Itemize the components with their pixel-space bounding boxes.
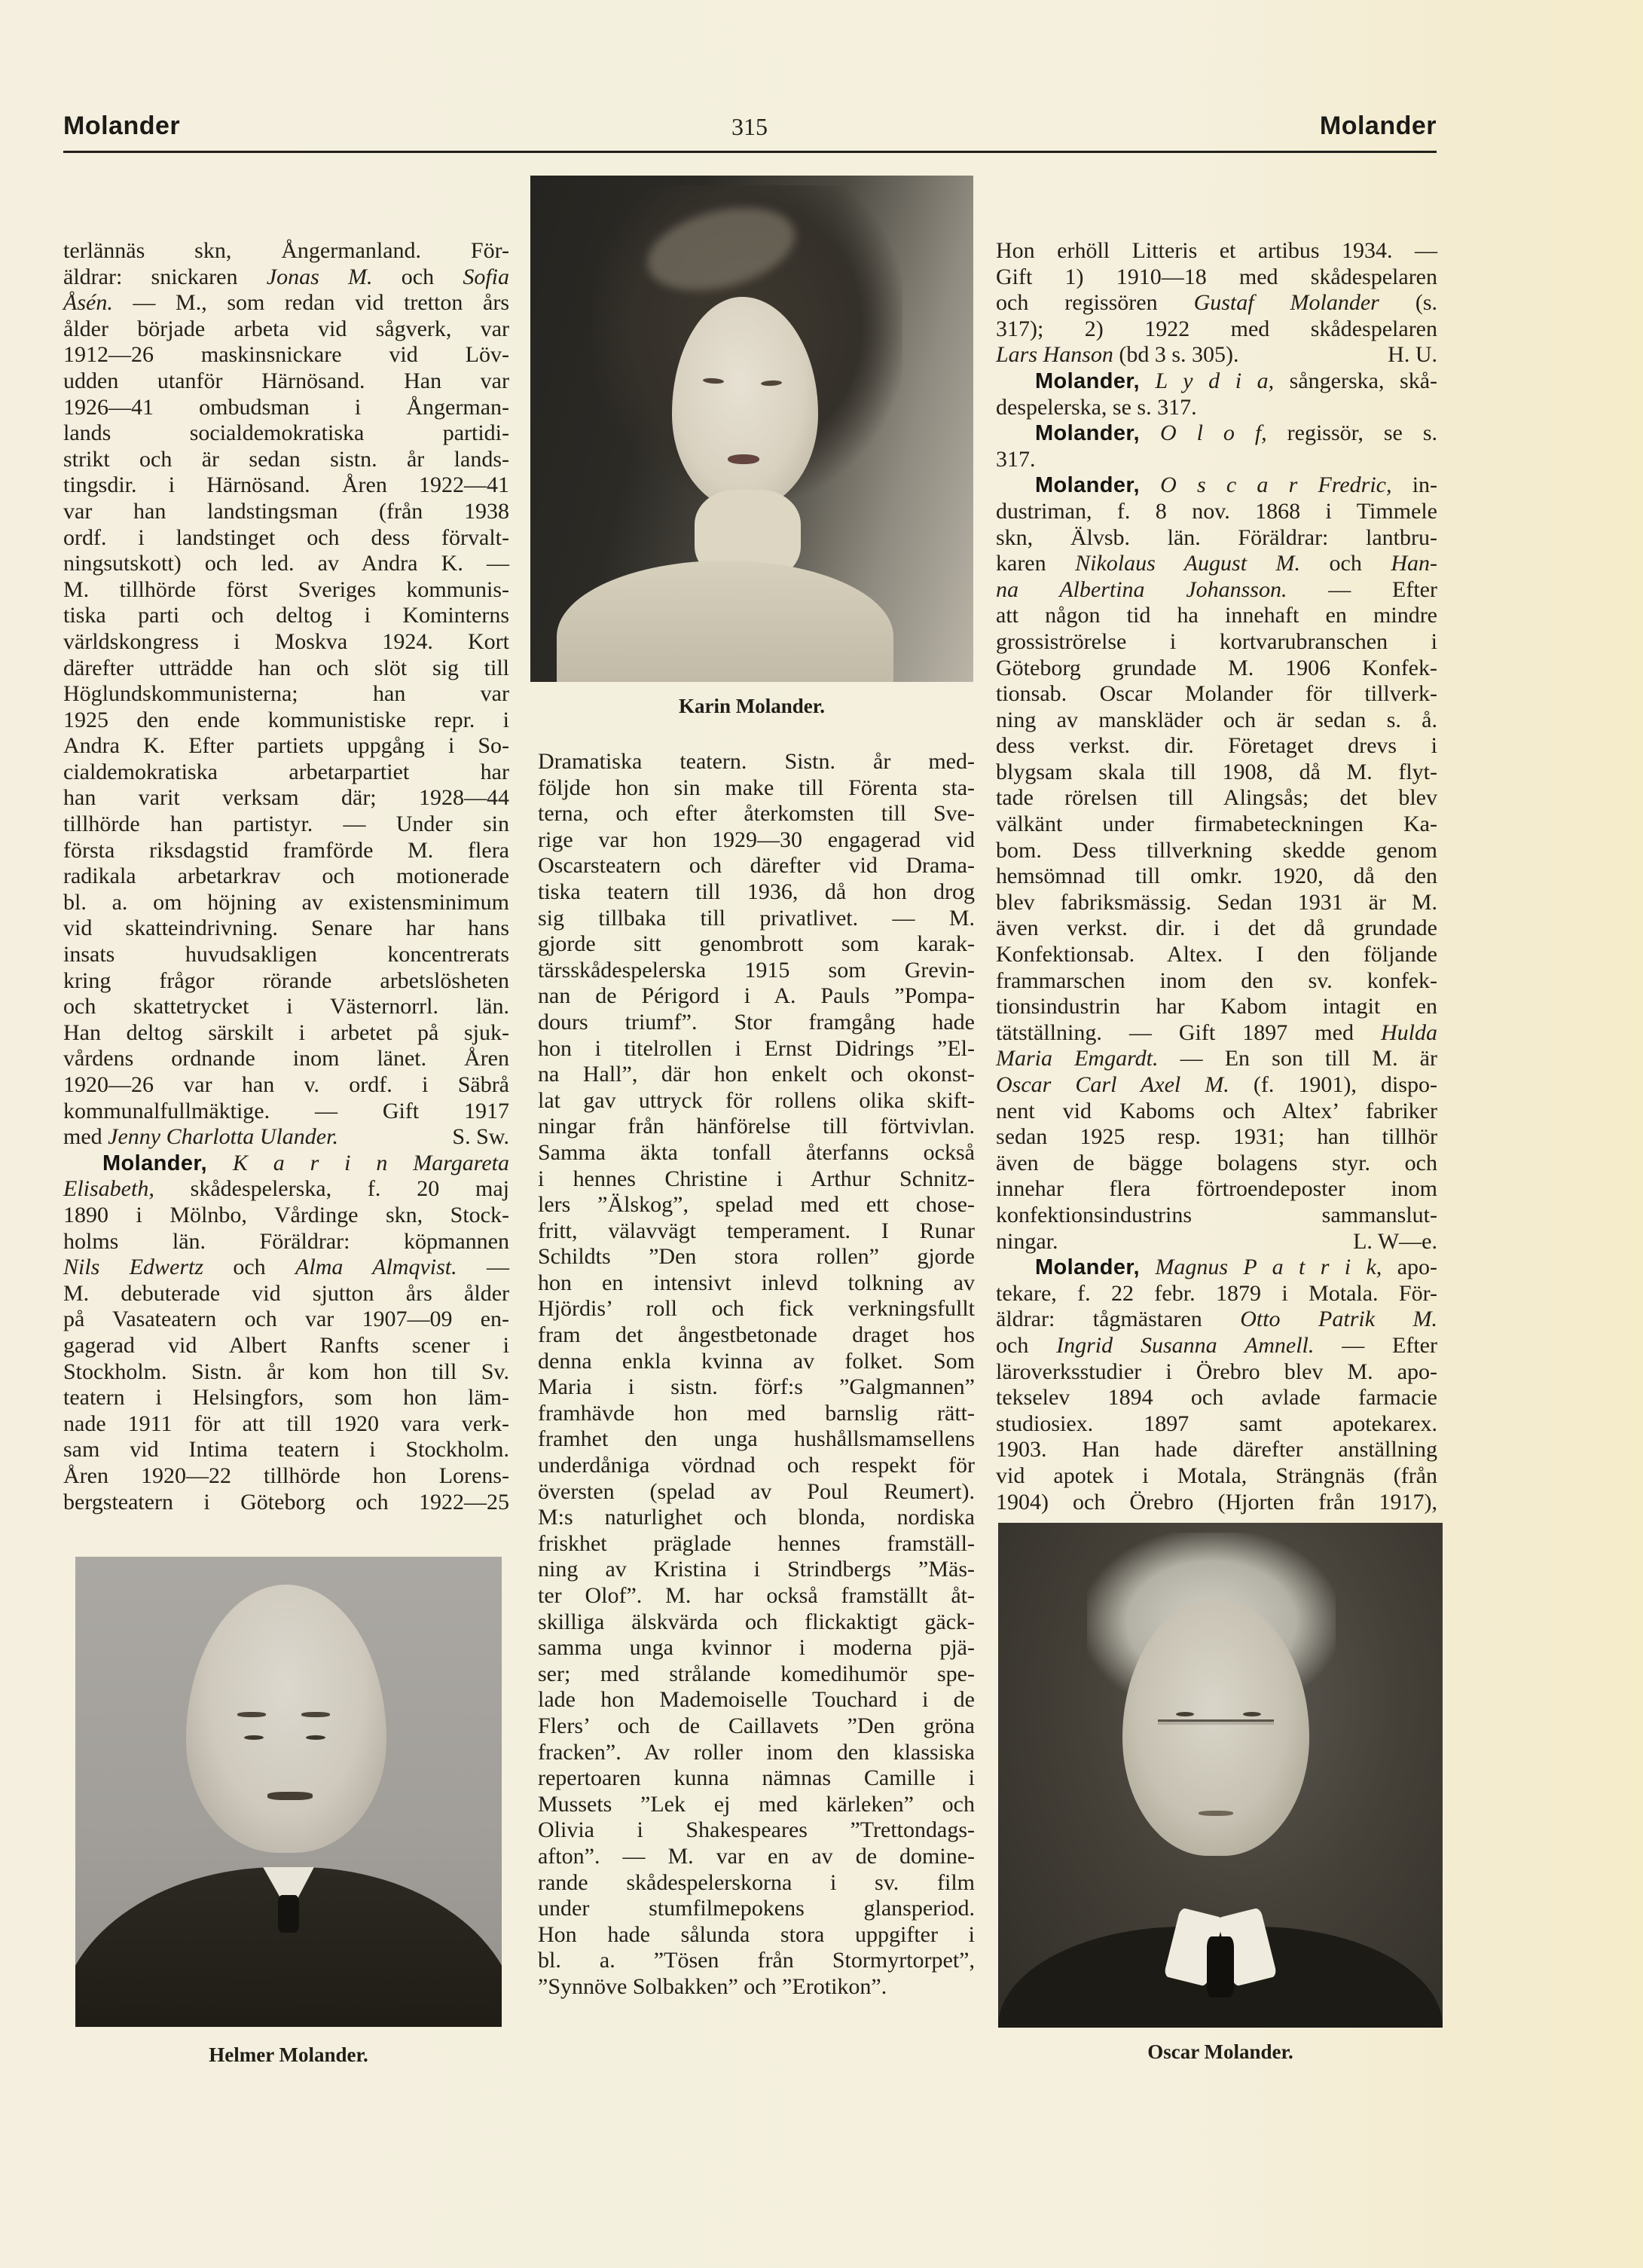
portrait-head-shape: [186, 1585, 386, 1853]
text-line: Molander, L y d i a, sångerska, skå-: [1035, 368, 1438, 393]
text-line: var han landstingsman (från 1938: [63, 498, 509, 524]
italic-name: Jonas M.: [266, 264, 373, 289]
text-line: ning av manskläder och är sedan s. å.: [996, 707, 1437, 732]
text-line: sedan 1925 resp. 1931; han tillhör: [996, 1124, 1437, 1150]
text-line: nan de Périgord i A. Pauls ”Pompa-: [538, 983, 975, 1009]
text-line: Maria Emgardt. — En son till M. är: [996, 1046, 1437, 1071]
italic-name: Magnus P a t r i k,: [1155, 1255, 1382, 1280]
text-line: framhävde hon med barnslig rätt-: [538, 1400, 975, 1426]
text-line: [63, 1151, 509, 1177]
text-line: 317); 2) 1922 med skådespelaren: [996, 316, 1437, 341]
line-text: Lars Hanson (bd 3 s. 305).: [996, 342, 1239, 368]
text-line: vid skatteindrivning. Senare har hans: [63, 915, 509, 941]
text-line: även verkst. dir. i det då grundade: [996, 915, 1437, 941]
text-line: 1903. Han hade därefter anställning: [996, 1437, 1437, 1463]
portrait-brow-shape: [301, 1712, 330, 1717]
text-line: därefter utträdde han och slöt sig till: [63, 655, 509, 680]
text-line: äldrar: snickaren Jonas M. och Sofia: [63, 264, 509, 289]
text-line: Han deltog särskilt i arbetet på sjuk-: [63, 1019, 509, 1045]
text-line: och Ingrid Susanna Amnell. — Efter: [996, 1332, 1437, 1358]
italic-name: K a r i n Margareta: [232, 1150, 509, 1175]
portrait-brow-shape: [237, 1712, 266, 1717]
text-line: Oscar Carl Axel M. (f. 1901), dispo-: [996, 1072, 1437, 1097]
text-line: bergsteatern i Göteborg och 1922—25: [63, 1489, 509, 1515]
helmer-molander-portrait: [75, 1557, 502, 2027]
text-line: lade hon Mademoiselle Touchard i de: [538, 1687, 975, 1713]
text-line: [63, 1124, 509, 1151]
text-line: [996, 342, 1437, 368]
italic-name: Jenny Charlotta Ulander.: [108, 1124, 338, 1150]
photo-caption-karin: Karin Molander.: [678, 695, 825, 717]
text-line: terna, och efter återkomsten till Sve-: [538, 801, 975, 827]
text-line: under stumfilmepokens glansperiod.: [538, 1896, 975, 1921]
text-line: på Vasateatern och var 1907—09 en-: [63, 1307, 509, 1332]
text-line: holms län. Föräldrar: köpmannen: [63, 1228, 509, 1254]
text-line: tätställning. — Gift 1897 med Hulda: [996, 1019, 1437, 1045]
text-line: Stockholm. Sistn. år kom hon till Sv.: [63, 1359, 509, 1384]
text-line: Mussets ”Lek ej med kärleken” och: [538, 1791, 975, 1817]
text-line: tionsindustrin har Kabom intagit en: [996, 994, 1437, 1019]
page-number: 315: [731, 113, 768, 140]
text-line: nade 1911 för att till 1920 vara verk-: [63, 1411, 509, 1436]
text-line: [996, 1229, 1437, 1255]
text-line: insats huvudsakligen koncentrerats: [63, 942, 509, 967]
text-line: dess verkst. dir. Företaget drevs i: [996, 733, 1437, 759]
text-line: Nils Edwertz och Alma Almqvist. —: [63, 1255, 509, 1280]
text-line: skn, Älvsb. län. Föräldrar: lantbru-: [996, 524, 1437, 550]
italic-name: L y d i a,: [1155, 368, 1275, 393]
text-line: följde hon sin make till Förenta sta-: [538, 775, 975, 800]
text-line: tiska parti och deltog i Kominterns: [63, 603, 509, 628]
italic-name: Hulda: [1381, 1019, 1437, 1045]
oscar-molander-portrait: [998, 1523, 1443, 2028]
text-line: afton”. — M. var en av de domine-: [538, 1843, 975, 1869]
running-head-right: Molander: [1319, 112, 1437, 140]
text-line: teatern i Helsingfors, som hon läm-: [63, 1385, 509, 1411]
text-line: nent vid Kaboms och Altex’ fabriker: [996, 1098, 1437, 1123]
text-line: blygsam skala till 1908, då M. flyt-: [996, 759, 1437, 784]
text-line: tiska teatern till 1936, då hon drog: [538, 879, 975, 904]
text-line: blev fabriksmässig. Sedan 1931 är M.: [996, 889, 1437, 915]
entry-name: Molander,: [1035, 368, 1140, 393]
text-line: fram det ångestbetonade draget hos: [538, 1322, 975, 1348]
text-line: han varit verksam där; 1928—44: [63, 785, 509, 811]
text-line: na Albertina Johansson. — Efter: [996, 576, 1437, 602]
text-line: vid apotek i Motala, Strängnäs (från: [996, 1463, 1437, 1488]
text-line: Oscarsteatern och därefter vid Drama-: [538, 853, 975, 879]
text-line: radikala arbetarkrav och motionerade: [63, 863, 509, 889]
photo-caption-oscar: Oscar Molander.: [1147, 2040, 1293, 2063]
text-line: Molander, O l o f, regissör, se s.: [1035, 420, 1438, 446]
text-line: 1925 den ende kommunistiske repr. i: [63, 707, 509, 732]
text-line: i hennes Christine i Arthur Schnitz-: [538, 1166, 975, 1191]
text-line: 1912—26 maskinsnickare vid Löv-: [63, 342, 509, 368]
text-line: Hon erhöll Litteris et artibus 1934. —: [996, 238, 1437, 263]
column-right: [996, 238, 1437, 1515]
italic-name: O l o f,: [1159, 420, 1267, 446]
text-line: M:s naturlighet och blonda, nordiska: [538, 1505, 975, 1530]
italic-name: Oscar Carl Axel M.: [996, 1072, 1229, 1097]
column-left: [63, 238, 509, 1515]
text-line: att någon tid ha innehaft en mindre: [996, 603, 1437, 628]
text-line: 1920—26 var han v. ordf. i Säbrå: [63, 1072, 509, 1097]
italic-name: Nikolaus August M.: [1075, 551, 1301, 576]
text-line: Samma äkta tonfall återfanns också: [538, 1139, 975, 1165]
text-line: ningar från hänförelse till förtvivlan.: [538, 1114, 975, 1139]
text-line: tade rörelsen till Alingsås; det blev: [996, 785, 1437, 811]
signature: L. W—e.: [1353, 1228, 1437, 1254]
text-line: rige var hon 1929—30 engagerad vid: [538, 827, 975, 852]
text-line: strikt och är sedan sistn. år lands-: [63, 446, 509, 472]
text-line: Andra K. Efter partiets uppgång i So-: [63, 733, 509, 759]
text-line: ning av Kristina i Strindbergs ”Mäs-: [538, 1557, 975, 1582]
text-line: M. tillhörde först Sveriges kommunis-: [63, 576, 509, 602]
italic-name: Gustaf Molander: [1193, 290, 1379, 316]
text-line: innehar flera förtroendeposter inom: [996, 1176, 1437, 1202]
line-text: ningar.: [996, 1228, 1058, 1254]
text-line: tekare, f. 22 febr. 1879 i Motala. För-: [996, 1280, 1437, 1306]
text-line: 1926—41 ombudsman i Ångerman-: [63, 394, 509, 420]
text-line: ålder började arbeta vid sågverk, var: [63, 316, 509, 341]
italic-name: Maria Emgardt.: [996, 1046, 1159, 1071]
text-line: dustriman, f. 8 nov. 1868 i Timmele: [996, 498, 1437, 524]
portrait-tie-shape: [278, 1895, 299, 1933]
text-line: cialdemokratiska arbetarpartiet har: [63, 759, 509, 784]
text-line: despelerska, se s. 317.: [996, 394, 1197, 420]
text-line: Höglundskommunisterna; han var: [63, 681, 509, 707]
text-line: gagerad vid Albert Ranfts scener i: [63, 1332, 509, 1358]
text-line: Hon hade sålunda stora uppgifter i: [538, 1921, 975, 1947]
text-line: terlännäs skn, Ångermanland. För-: [63, 238, 509, 263]
text-line: ”Synnöve Solbakken” och ”Erotikon”.: [538, 1973, 887, 1999]
text-line: framhet den unga hushållsmamsellens: [538, 1426, 975, 1452]
text-line: karen Nikolaus August M. och Han-: [996, 551, 1437, 576]
karin-molander-portrait: [530, 176, 973, 682]
portrait-tie-shape: [1207, 1936, 1233, 1997]
text-line: udden utanför Härnösand. Han var: [63, 368, 509, 393]
text-line: bom. Dess tillverkning skedde genom: [996, 837, 1437, 863]
text-line: Flers’ och de Caillavets ”Den gröna: [538, 1713, 975, 1738]
signature: H. U.: [1388, 342, 1437, 368]
column-middle: [538, 749, 975, 2001]
text-line: skilliga älskvärda och flickaktigt gäck-: [538, 1609, 975, 1634]
text-line: frammarschen inom den sv. konfek-: [996, 967, 1437, 993]
text-line: Molander, Magnus P a t r i k, apo-: [1035, 1255, 1438, 1280]
portrait-mustache-shape: [267, 1792, 313, 1800]
entry-name: Molander,: [1035, 421, 1140, 446]
text-line: Molander, O s c a r Fredric, in-: [1035, 472, 1438, 498]
text-line: ordf. i landstinget och dess förvalt-: [63, 524, 509, 550]
text-line: Göteborg grundade M. 1906 Konfek-: [996, 655, 1437, 680]
text-line: 317.: [996, 446, 1036, 472]
text-line: lat gav uttryck för rollens olika skift-: [538, 1087, 975, 1113]
text-line: Konfektionsab. Altex. I den följande: [996, 942, 1437, 967]
text-line: tekselev 1894 och avlade farmacie: [996, 1385, 1437, 1411]
text-line: världskongress i Moskva 1924. Kort: [63, 628, 509, 654]
text-line: ningsutskott) och led. av Andra K. —: [63, 551, 509, 576]
text-line: kring frågor rörande arbetslösheten: [63, 967, 509, 993]
line-text: med Jenny Charlotta Ulander.: [63, 1124, 338, 1150]
text-line: bl. a. om höjning av existensminimum: [63, 889, 509, 915]
text-line: studiosiex. 1897 samt apotekarex.: [996, 1411, 1437, 1436]
text-line: underdåniga vördnad och respekt för: [538, 1453, 975, 1478]
portrait-lips-shape: [728, 454, 759, 464]
photo-caption-helmer: Helmer Molander.: [209, 2043, 368, 2066]
header-rule: [63, 151, 1437, 153]
text-line: samma unga kvinnor i moderna pjä-: [538, 1635, 975, 1661]
text-line: friskhet präglade hennes framställ-: [538, 1530, 975, 1556]
text-line: Maria i sistn. förf:s ”Galgmannen”: [538, 1374, 975, 1400]
portrait-glasses-shape: [1158, 1719, 1273, 1725]
text-line: ter Olof”. M. har också framställt åt-: [538, 1583, 975, 1608]
text-line: fritt, välavvägt temperament. I Runar: [538, 1218, 975, 1243]
text-line: grossiströrelse i kortvarubranschen i: [996, 628, 1437, 654]
text-line: hemsömnad till omkr. 1920, då den: [996, 863, 1437, 889]
text-line: hon en intensivt inlevd tolkning av: [538, 1270, 975, 1295]
text-line: bl. a. ”Tösen från Stormyrtorpet”,: [538, 1948, 975, 1973]
text-line: repertoaren kunna nämnas Camille i: [538, 1765, 975, 1791]
italic-name: Åsén.: [63, 290, 113, 316]
text-line: läroverksstudier i Örebro blev M. apo-: [996, 1359, 1437, 1384]
portrait-blouse-shape: [557, 561, 893, 682]
text-line: Elisabeth, skådespelerska, f. 20 maj: [63, 1176, 509, 1202]
italic-name: na Albertina Johansson.: [996, 576, 1287, 602]
text-line: Olivia i Shakespeares ”Trettondags-: [538, 1817, 975, 1843]
italic-name: Sofia: [463, 264, 509, 289]
portrait-eye-shape: [244, 1735, 264, 1740]
text-line: Dramatiska teatern. Sistn. år med-: [538, 749, 975, 774]
text-line: ser; med strålande komedihumör spe-: [538, 1661, 975, 1686]
text-line: na Hall”, där hon enkelt och okonst-: [538, 1062, 975, 1087]
text-line: dours triumf”. Stor framgång hade: [538, 1009, 975, 1035]
text-line: hon i titelrollen i Ernst Didrings ”El-: [538, 1035, 975, 1061]
italic-name: Lars Hanson: [996, 342, 1113, 368]
text-line: även de bägge bolagens styr. och: [996, 1150, 1437, 1175]
text-line: översten (spelad av Poul Reumert).: [538, 1478, 975, 1504]
text-line: konfektionsindustrins sammanslut-: [996, 1202, 1437, 1227]
italic-name: Otto Patrik M.: [1240, 1307, 1437, 1332]
text-line: första riksdagstid framförde M. flera: [63, 837, 509, 863]
text-line: sig tillbaka till privatlivet. — M.: [538, 905, 975, 931]
signature: S. Sw.: [452, 1124, 509, 1150]
text-line: gjorde sitt genombrott som karak-: [538, 931, 975, 957]
text-line: tillhörde han partistyr. — Under sin: [63, 812, 509, 837]
text-line: vårdens ordnande inom länet. Åren: [63, 1046, 509, 1071]
text-line: tionsab. Oscar Molander för tillverk-: [996, 681, 1437, 707]
running-head-left: Molander: [63, 112, 181, 140]
entry-name: Molander,: [1035, 473, 1140, 498]
text-line: Hjördis’ roll och fick verkningsfullt: [538, 1296, 975, 1322]
text-line: fracken”. Av roller inom den klassiska: [538, 1739, 975, 1765]
text-line: M. debuterade vid sjutton års ålder: [63, 1280, 509, 1306]
text-line: äldrar: tågmästaren Otto Patrik M.: [996, 1307, 1437, 1332]
italic-name: Elisabeth,: [63, 1176, 154, 1202]
text-line: denna enkla kvinna av folket. Som: [538, 1348, 975, 1374]
text-line: och skattetrycket i Västernorrl. län.: [63, 994, 509, 1019]
text-line: och regissören Gustaf Molander (s.: [996, 290, 1437, 316]
portrait-mouth-shape: [1199, 1811, 1233, 1816]
italic-name: Nils Edwertz: [63, 1255, 204, 1280]
text-line: sam vid Intima teatern i Stockholm.: [63, 1437, 509, 1463]
text-line: Åsén. — M., som redan vid tretton års: [63, 290, 509, 316]
italic-name: O s c a r Fredric,: [1160, 472, 1392, 498]
italic-name: Ingrid Susanna Amnell.: [1056, 1332, 1315, 1358]
text-line: lands socialdemokratiska partidi-: [63, 420, 509, 446]
entry-name: Molander,: [102, 1151, 207, 1175]
text-line: kommunalfullmäktige. — Gift 1917: [63, 1098, 509, 1123]
text-line: rande skådespelerskorna i sv. film: [538, 1869, 975, 1895]
text-line: Åren 1920—22 tillhörde hon Lorens-: [63, 1463, 509, 1488]
text-line: Gift 1) 1910—18 med skådespelaren: [996, 264, 1437, 289]
text-line: välkänt under firmabeteckningen Ka-: [996, 812, 1437, 837]
text-line: 1904) och Örebro (Hjorten från 1917),: [996, 1489, 1437, 1515]
italic-name: Han-: [1391, 551, 1437, 576]
text-line: tingsdir. i Härnösand. Åren 1922—41: [63, 472, 509, 498]
text-line: 1890 i Mölnbo, Vårdinge skn, Stock-: [63, 1202, 509, 1227]
entry-name: Molander,: [1035, 1255, 1140, 1280]
italic-name: Alma Almqvist.: [295, 1255, 457, 1280]
text-line: Schildts ”Den stora rollen” gjorde: [538, 1244, 975, 1270]
text-line: lers ”Älskog”, spelad med ett chose-: [538, 1192, 975, 1218]
text-line: tärsskådespelerska 1915 som Grevin-: [538, 957, 975, 983]
portrait-eye-shape: [306, 1735, 325, 1740]
